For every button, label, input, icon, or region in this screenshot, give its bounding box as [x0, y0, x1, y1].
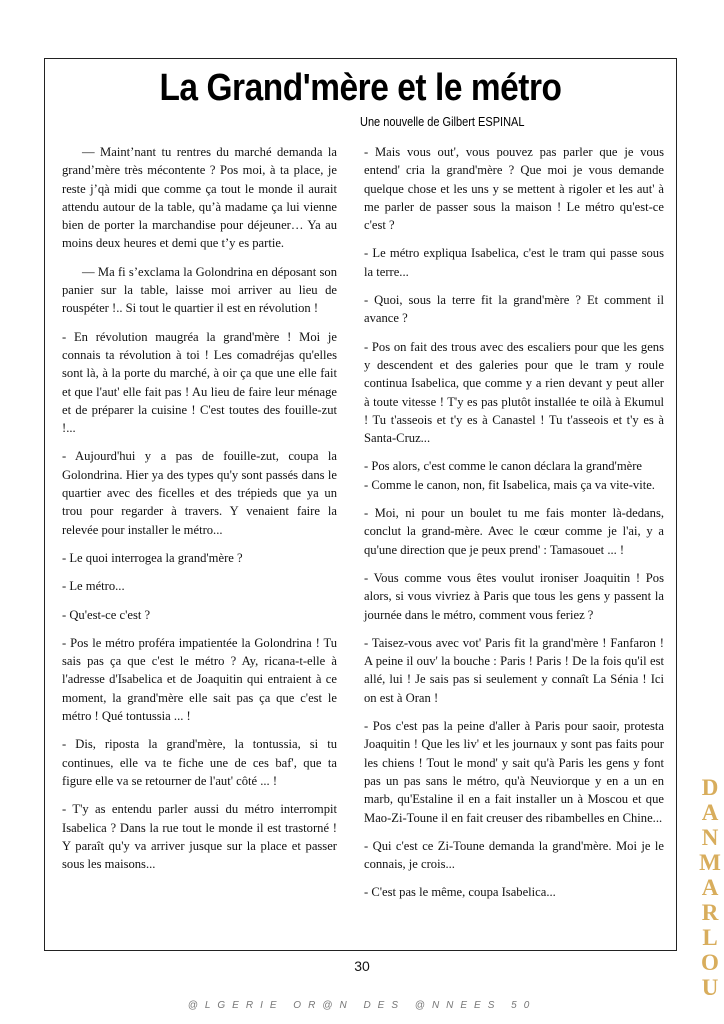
brand-letter: A — [701, 875, 719, 900]
paragraph: - Dis, riposta la grand'mère, la tontussia, si tu continues, elle va te fiche une de ces baf', que ta figure elle va se retourner de l'aut' côté ... ! — [62, 737, 337, 788]
brand-letter: M — [699, 850, 721, 875]
paragraph: - Pos c'est pas la peine d'aller à Paris pour saoir, protesta Joaquitin ! Que les liv' et les journaux y sont pas faits pour les chiens ! Tout le mond' y sait qu'à Paris les gens y font pas un pas sans le métro, qu'à Neuviorque y en a un en marb, qu'Estaline il en a fait installer un à Moscou et que Mao-Zi-Toune il en fait creuser des ribambelles en Chine... — [364, 719, 664, 825]
article-subtitle: Une nouvelle de Gilbert ESPINAL — [360, 115, 525, 129]
footer-banner: @LGERIE OR@N DES @NNEES 50 — [187, 1000, 537, 1011]
paragraph: - En révolution maugréa la grand'mère ! Moi je connais ta révolution à toi ! Les comadréjas qu'elles sont là, à la porte du marché, à oir ça que une elle fait et que l'aut' elle fait pas ! Au lieu de faire leur ménage et de préparer la cuisine ! C'est toutes des fouille-zut !... — [62, 329, 337, 436]
brand-letter: L — [702, 925, 718, 950]
paragraph: - Qu'est-ce c'est ? — [62, 607, 151, 622]
paragraph: - T'y as entendu parler aussi du métro interrompit Isabelica ? Dans la rue tout le monde il est trastorné ! Y paraît qu'y va arriver jusque sur la place et passer sous les maisons... — [62, 802, 337, 872]
paragraph: - Mais vous out', vous pouvez pas parler que je vous entend' cria la grand'mère ? Que moi je vous demande quelque chose et les uns y se mettent à rigoler et les aut' à me parler de passer sous la maison ! Le métro qu'est-ce c'est ? — [364, 145, 664, 233]
brand-letter: U — [701, 975, 719, 1000]
paragraph: - Qui c'est ce Zi-Toune demanda la grand'mère. Moi je le connais, je crois... — [364, 838, 664, 872]
paragraph: - Le quoi interrogea la grand'mère ? — [62, 550, 243, 565]
paragraph: - Le métro expliqua Isabelica, c'est le tram qui passe sous la terre... — [364, 246, 664, 279]
paragraph: - Le métro... — [62, 579, 125, 594]
brand-letter: R — [701, 900, 719, 925]
brand-letter: D — [701, 775, 719, 800]
paragraph: - Pos on fait des trous avec des escaliers pour que les gens y descendent et des galeries pour que le tram y roule continua Isabelica, que comme y a rien devant y peut aller à toute vitesse ! T'y es pas plutôt installée te oilà à Ekumul ! Tu t'asseois et t'y es à Canastel ! Tu t'asseois et t'y es à Santa-Cruz... — [364, 339, 664, 446]
vertical-brand-mark — [698, 775, 722, 1000]
paragraph: - Pos le métro proféra impatientée la Golondrina ! Tu sais pas ça que c'est le métro ? Ay, ricana-t-elle à l'adresse d'Isabelica et de Joaquitin qui entraient à ce moment, la grand'mère elle sait pas ça que c'est le métro ! Qué tontussia ... ! — [62, 635, 337, 724]
paragraph: — Ma fi s’exclama la Golondrina en déposant son panier sur la table, laisse moi arriver au lieu de rouspéter !.. Si tout le quartier il est en révolution ! — [62, 264, 337, 316]
paragraph: - C'est pas le même, coupa Isabelica... — [364, 885, 556, 900]
article-title: La Grand'mère et le métro — [159, 67, 562, 109]
brand-letter: N — [701, 825, 719, 850]
paragraph: - Pos alors, c'est comme le canon déclara la grand'mère - Comme le canon, non, fit Isabelica, mais ça va vite-vite. — [364, 459, 655, 492]
brand-letter: A — [701, 800, 719, 825]
paragraph: - Taisez-vous avec vot' Paris fit la grand'mère ! Fanfaron ! A peine il ouv' la bouche : Paris ! Paris ! De la fois qu'il est allé, lui ! Je sais pas si seulement y connaît La Sénia ! Ici on est à Oran ! — [364, 635, 664, 705]
paragraph: - Quoi, sous la terre fit la grand'mère ? Et comment il avance ? — [364, 293, 664, 326]
paragraph: — Maint’nant tu rentres du marché demanda la grand’mère très mécontente ? Pos moi, à ta place, je reste j’qà midi que comme ça tout le monde il aurait attendu autour de la table, qu’à madame ça lui vienne bien de porter la marchandise pour déjeuner… Ya au moins deux heures et demi que t’y es partie. — [62, 145, 337, 251]
brand-letter: O — [701, 950, 719, 975]
paragraph: - Moi, ni pour un boulet tu me fais monter là-dedans, conclut la grand-mère. Avec le cœur comme je l'ai, y a qu'une direction que je peux prend' : Tamasouet ... ! — [364, 506, 664, 557]
right-text-column — [364, 143, 664, 912]
left-text-column — [62, 143, 337, 883]
paragraph: - Vous comme vous êtes voulut ironiser Joaquitin ! Pos alors, si vous vivriez à Paris que tous les gens y passent la journée dans le métro, comment vous feriez ? — [364, 570, 664, 622]
page-number: 30 — [354, 958, 370, 974]
paragraph: - Aujourd'hui y a pas de fouille-zut, coupa la Golondrina. Hier ya des types qu'y sont passés dans le quartier avec des ficelles et des trépieds que ya un trou pour regarder à travers. Y venaient faire la relevée pour installer le métro... — [62, 449, 337, 537]
